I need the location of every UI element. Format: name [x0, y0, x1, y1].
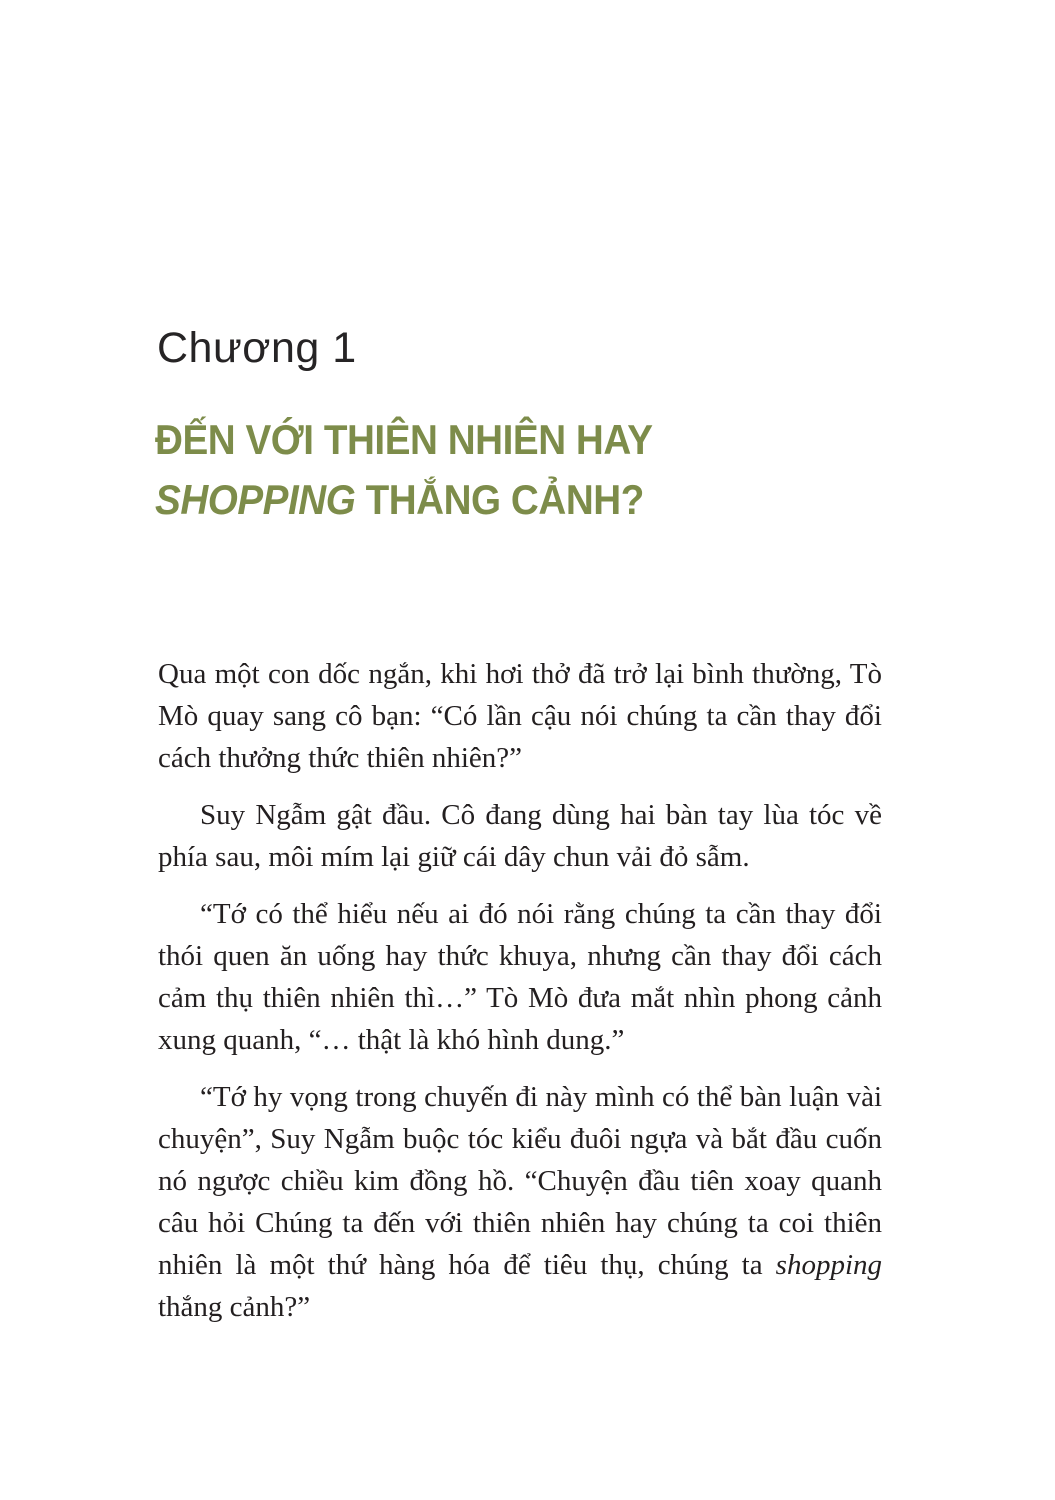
text-segment: thắng cảnh?” — [158, 1291, 311, 1323]
chapter-number: Chương 1 — [157, 324, 357, 372]
text-segment: THẮNG CẢNH? — [355, 476, 644, 523]
paragraph — [158, 893, 882, 1061]
italic-text-segment: shopping — [775, 1249, 882, 1281]
text-segment: Qua một con dốc ngắn, khi hơi thở đã trở lại bình thường, Tò Mò quay sang cô bạn: “Có lần cậu nói chúng ta cần thay đổi cách thưởng thức thiên nhiên?” — [158, 658, 882, 774]
chapter-title-line — [155, 470, 653, 530]
chapter-title — [155, 410, 653, 530]
chapter-title-line — [155, 410, 653, 470]
text-segment: ĐẾN VỚI THIÊN NHIÊN HAY — [155, 416, 653, 463]
text-segment: “Tớ có thể hiểu nếu ai đó nói rằng chúng ta cần thay đổi thói quen ăn uống hay thức khuya, nhưng cần thay đổi cách cảm thụ thiên nhiên thì…” Tò Mò đưa mắt nhìn phong cảnh xung quanh, “… thật là khó hình dung.” — [158, 898, 882, 1056]
paragraph — [158, 653, 882, 779]
text-segment: “Tớ hy vọng trong chuyến đi này mình có thể bàn luận vài chuyện”, Suy Ngẫm buộc tóc kiểu đuôi ngựa và bắt đầu cuốn nó ngược chiều kim đồng hồ. “Chuyện đầu tiên xoay quanh câu hỏi Chúng ta đến với thiên nhiên hay chúng ta coi thiên nhiên là một thứ hàng hóa để tiêu thụ, chúng ta — [158, 1081, 882, 1281]
paragraph — [158, 1076, 882, 1328]
text-segment: Suy Ngẫm gật đầu. Cô đang dùng hai bàn tay lùa tóc về phía sau, môi mím lại giữ cái dây chun vải đỏ sẫm. — [158, 799, 882, 873]
italic-text-segment: SHOPPING — [155, 476, 356, 523]
body-text — [158, 653, 882, 1343]
paragraph — [158, 794, 882, 878]
